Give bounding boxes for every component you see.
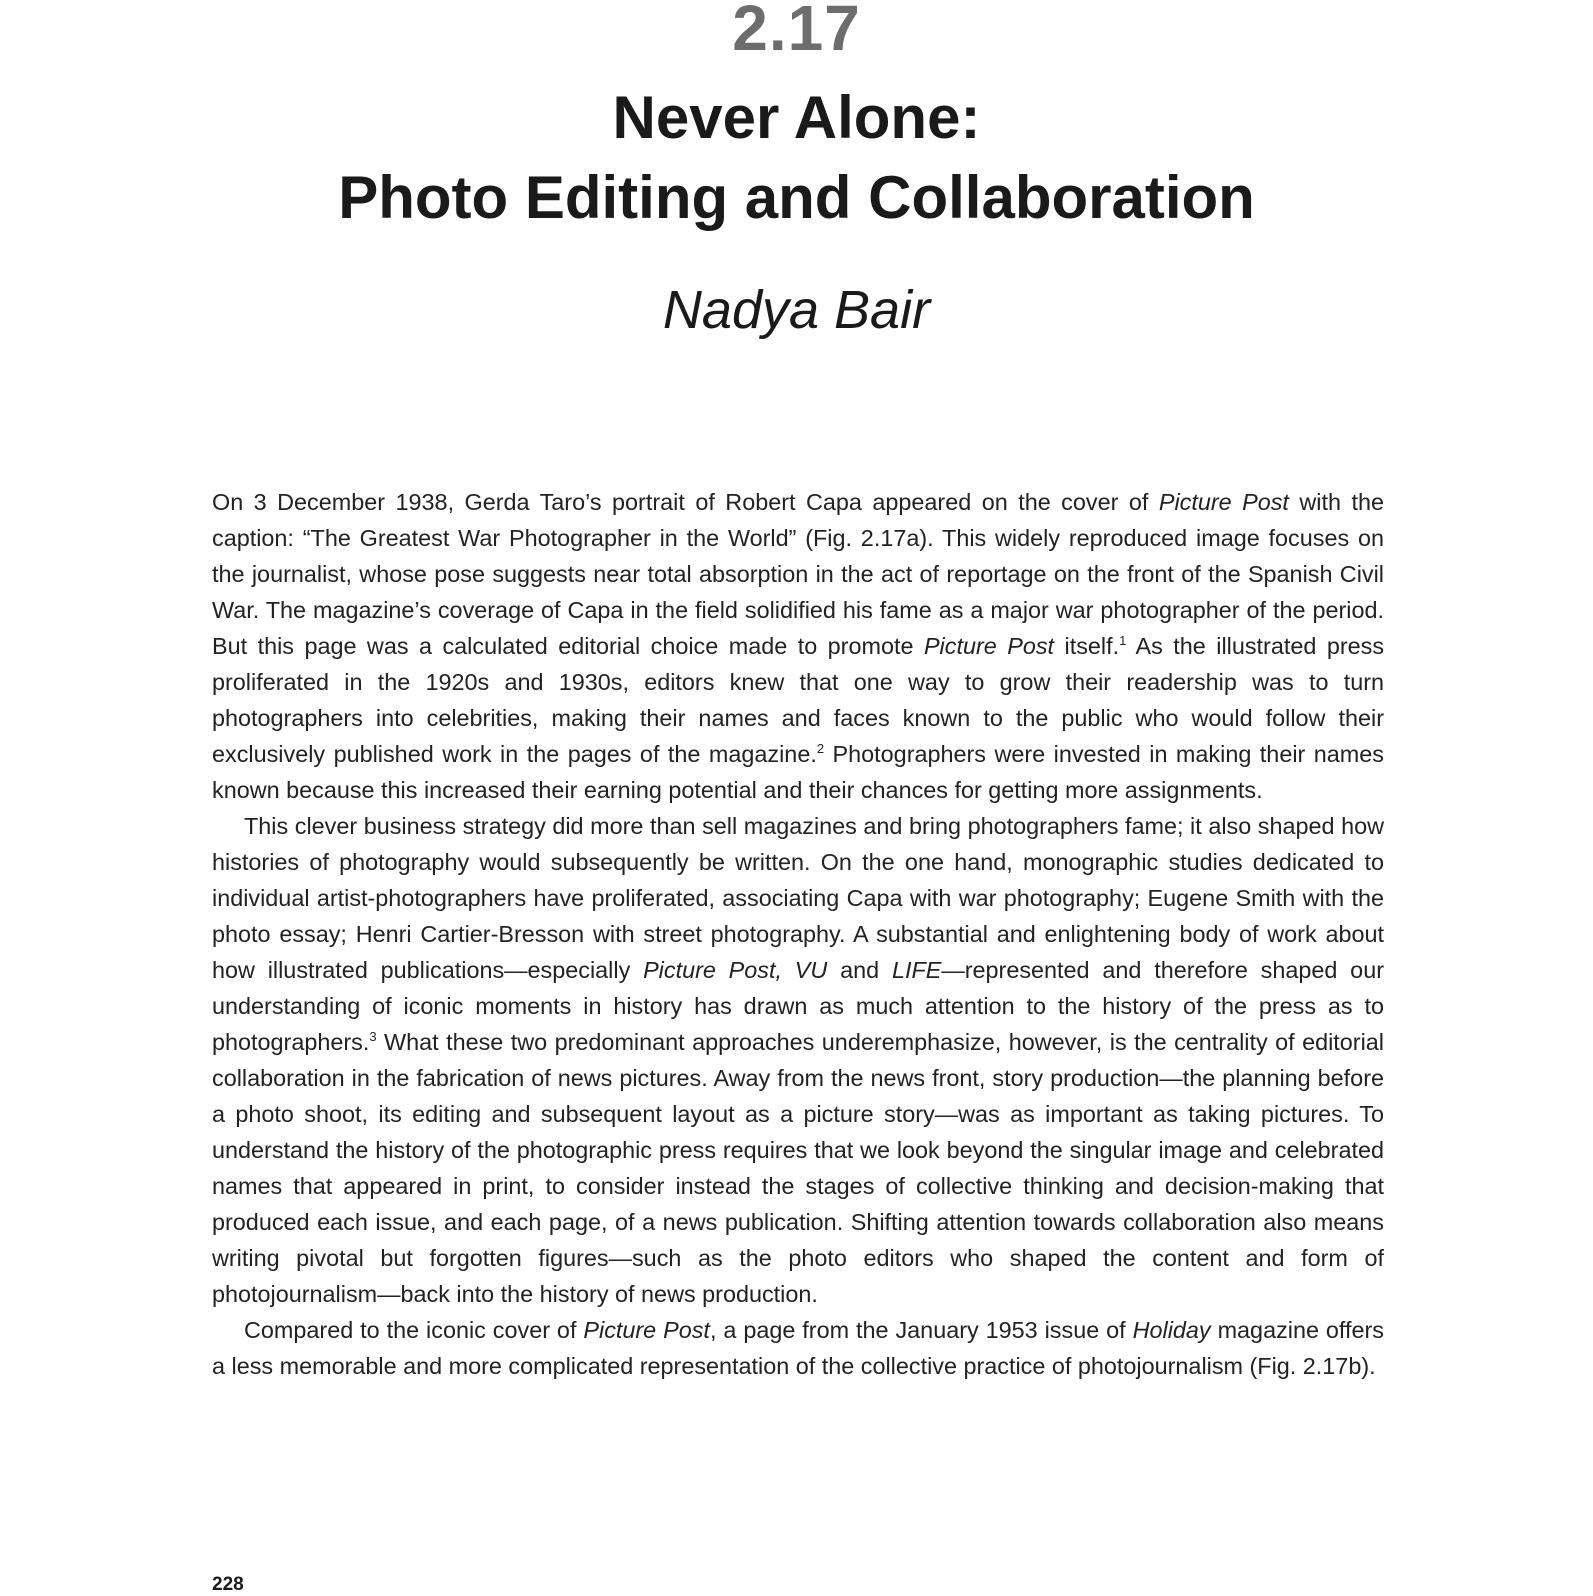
chapter-number: 2.17 bbox=[732, 0, 861, 64]
footnote-ref: 2 bbox=[816, 741, 825, 756]
footnote-ref: 1 bbox=[1119, 633, 1127, 648]
footnote-ref: 3 bbox=[369, 1029, 377, 1044]
chapter-title-line-2: Photo Editing and Collaboration bbox=[338, 164, 1255, 231]
author-name: Nadya Bair bbox=[662, 280, 931, 340]
page-number: 228 bbox=[212, 1574, 244, 1595]
paragraph-2: This clever business strategy did more than sell magazines and bring photographers fame; it also shaped how histories of photography would subsequently be written. On the one hand, monographic studies dedicated to individual artist-photographers have proliferated, associating Capa with war photography; Eugene Smith with the photo essay; Henri Cartier-Bresson with street photography. A substantial and enlightening body of work about how illustrated publications—especially Picture Post, VU and LIFE—represented and therefore shaped our understanding of iconic moments in history has drawn as much attention to the history of the press as to photographers.$^3$ What these two predominant approaches underemphasize, however, is the centrality of editorial collaboration in the fabrication of news pictures. Away from the news front, story production—the planning before a photo shoot, its editing and subsequent layout as a picture story—was as important as taking pictures. To understand the history of the photographic press requires that we look beyond the singular image and celebrated names that appeared in print, to consider instead the stages of collective thinking and decision-making that produced each issue, and each page, of a news publication. Shifting attention towards collaboration also means writing pivotal but forgotten figures—such as the photo editors who shaped the content and form of photojournalism—back into the history of news production. bbox=[212, 813, 1384, 1307]
paragraph-1: On 3 December 1938, Gerda Taro’s portrait of Robert Capa appeared on the cover of Picture Post with the caption: “The Greatest War Photographer in the World” (Fig. 2.17a). This widely reproduced image focuses on the journalist, whose pose suggests near total absorption in the act of reportage on the front of the Spanish Civil War. The magazine’s coverage of Capa in the field solidified his fame as a major war photographer of the period. But this page was a calculated editorial choice made to promote Picture Post itself.$^1$ As the illustrated press proliferated in the 1920s and 1930s, editors knew that one way to grow their readership was to turn photographers into celebrities, making their names and faces known to the public who would follow their exclusively published work in the pages of the magazine.$^2$ Photographers were invested in making their names known because this increased their earning potential and their chances for getting more assignments. bbox=[212, 489, 1385, 803]
body-text bbox=[212, 484, 1384, 1384]
paragraph-3: Compared to the iconic cover of Picture Post, a page from the January 1953 issue of Holiday magazine offers a less memorable and more complicated representation of the collective practice of photojournalism (Fig. 2.17b). bbox=[212, 1317, 1385, 1379]
chapter-title-line-1: Never Alone: bbox=[612, 84, 981, 151]
chapter-title bbox=[0, 78, 1593, 238]
